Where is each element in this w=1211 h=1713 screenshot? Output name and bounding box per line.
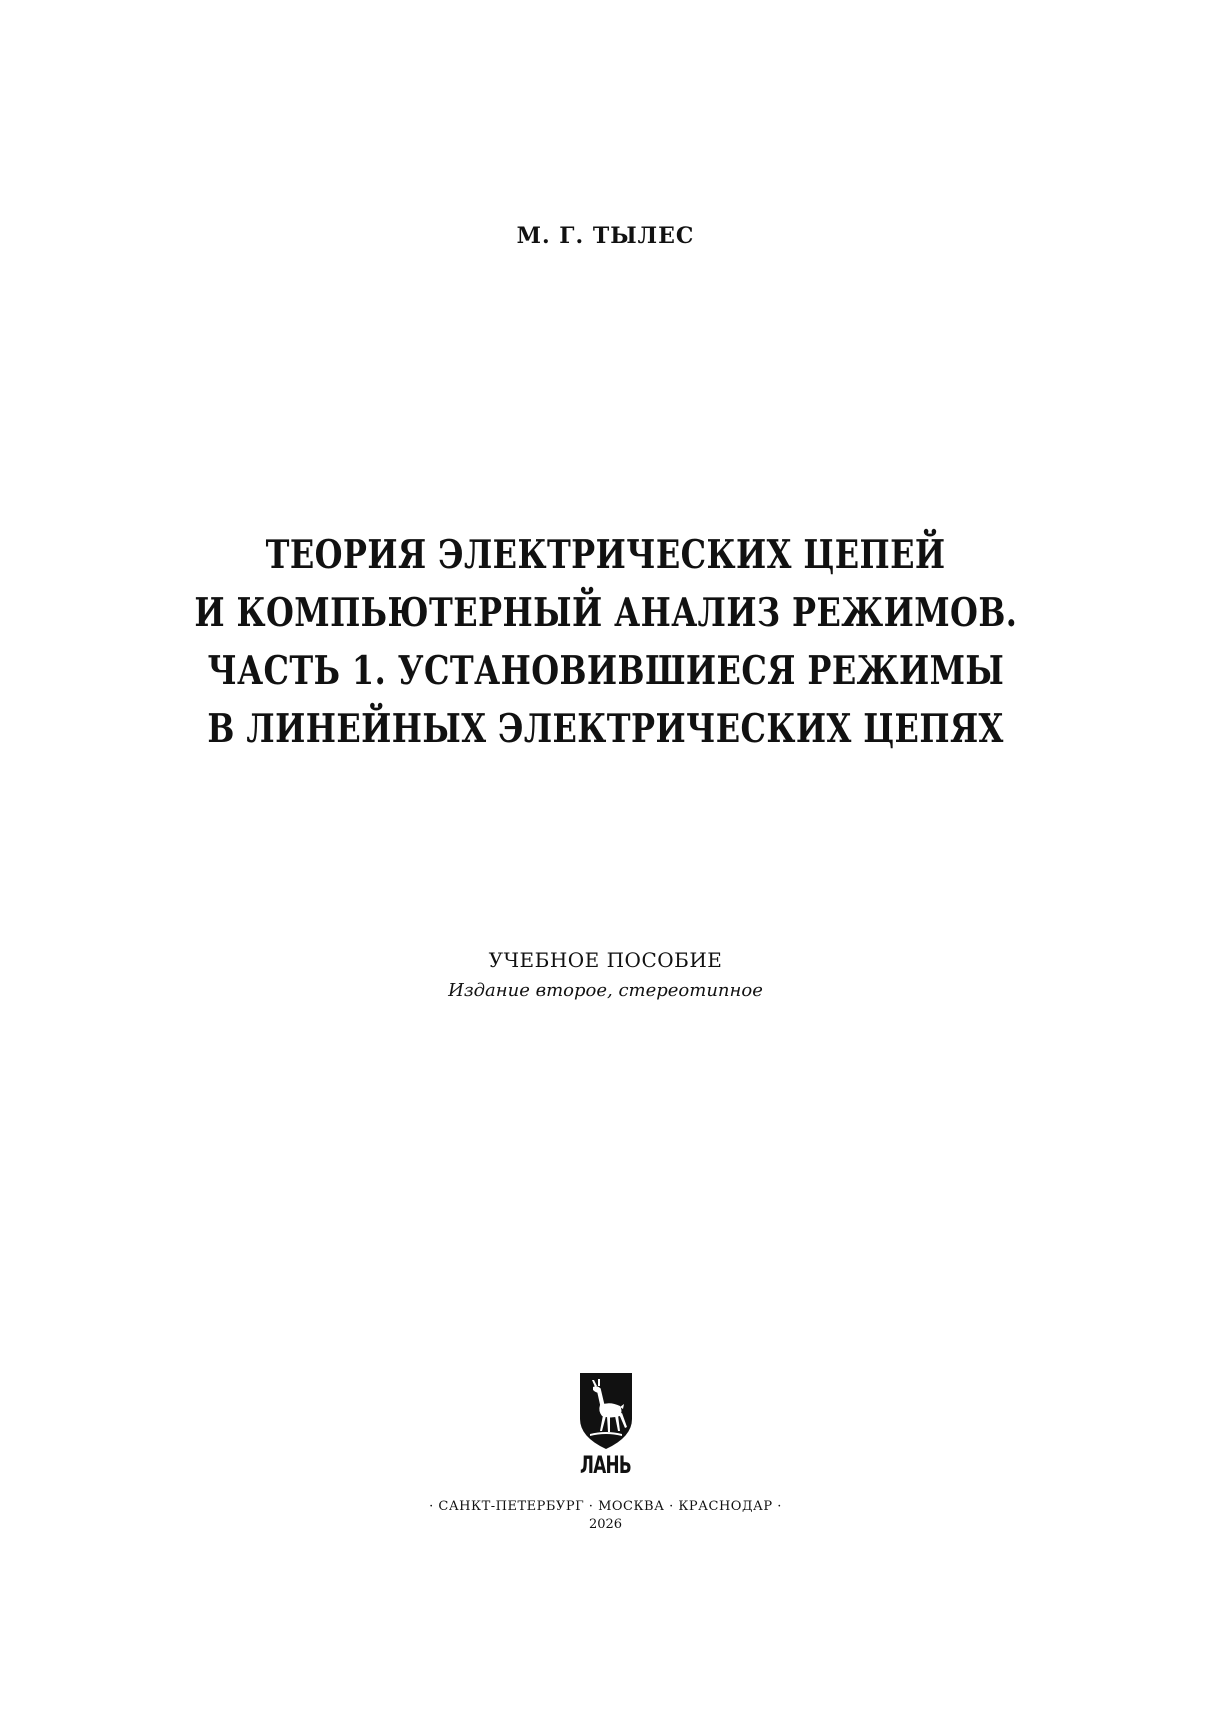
title-line: ТЕОРИЯ ЭЛЕКТРИЧЕСКИХ ЦЕПЕЙ (265, 532, 946, 578)
publisher-cities: · САНКТ-ПЕТЕРБУРГ · МОСКВА · КРАСНОДАР · (429, 1499, 782, 1514)
title-line: ЧАСТЬ 1. УСТАНОВИВШИЕСЯ РЕЖИМЫ (207, 648, 1004, 694)
book-title (0, 526, 1211, 758)
publication-year: 2026 (588, 1517, 623, 1532)
deer-shield-icon (576, 1371, 636, 1451)
document-type: УЧЕБНОЕ ПОСОБИЕ (488, 948, 723, 972)
title-line: В ЛИНЕЙНЫХ ЭЛЕКТРИЧЕСКИХ ЦЕПЯХ (207, 706, 1004, 752)
publisher-name: ЛАНЬ (579, 1451, 632, 1479)
edition-note: Издание второе, стереотипное (448, 980, 763, 1001)
author-name: М. Г. ТЫЛЕС (516, 223, 695, 249)
title-line: И КОМПЬЮТЕРНЫЙ АНАЛИЗ РЕЖИМОВ. (193, 590, 1017, 636)
